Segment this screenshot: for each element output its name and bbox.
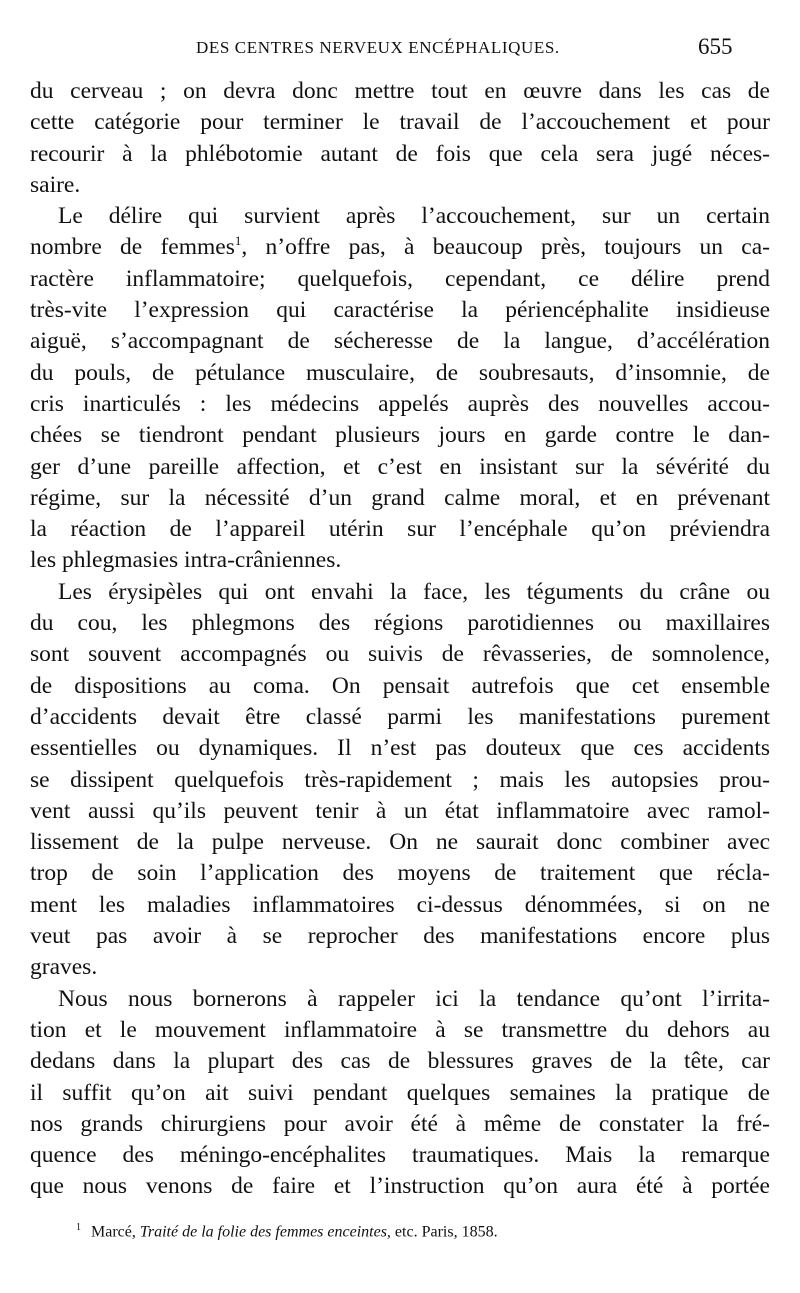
text-line: il suffit qu’on ait suivi pendant quelques semaines la pratique de bbox=[30, 1079, 770, 1106]
text-line: les phlegmasies intra-crâniennes. bbox=[30, 547, 342, 574]
footnote-reference: 1 bbox=[234, 233, 242, 249]
text-line: la réaction de l’appareil utérin sur l’encéphale qu’on préviendra bbox=[30, 516, 770, 543]
text-line: recourir à la phlébotomie autant de fois que cela sera jugé néces- bbox=[30, 140, 770, 167]
text-line: tion et le mouvement inflammatoire à se transmettre du dehors au bbox=[30, 1016, 770, 1043]
text-line: saire. bbox=[30, 171, 81, 198]
text-line: sont souvent accompagnés ou suivis de rêvasseries, de somnolence, bbox=[30, 641, 770, 668]
text-line: d’accidents devait être classé parmi les manifestations purement bbox=[30, 703, 770, 730]
text-line: ractère inflammatoire; quelquefois, cependant, ce délire prend bbox=[30, 265, 770, 292]
text-line: veut pas avoir à se reprocher des manifestations encore plus bbox=[30, 923, 770, 950]
text-line: ger d’une pareille affection, et c’est en insistant sur la sévérité du bbox=[30, 453, 770, 480]
text-line: du cerveau ; on devra donc mettre tout en œuvre dans les cas de bbox=[30, 78, 770, 104]
text-line: du cou, les phlegmons des régions parotidiennes ou maxillaires bbox=[30, 610, 770, 637]
text-line: Nous nous bornerons à rappeler ici la tendance qu’ont l’irrita- bbox=[58, 985, 770, 1012]
text-segment: nombre de femmes bbox=[30, 234, 235, 261]
text-line: régime, sur la nécessité d’un grand calme moral, et en prévenant bbox=[30, 484, 770, 511]
text-line: ment les maladies inflammatoires ci-dessus dénommées, si on ne bbox=[30, 891, 770, 918]
text-line: lissement de la pulpe nerveuse. On ne saurait donc combiner avec bbox=[30, 829, 770, 856]
text-line: cette catégorie pour terminer le travail de l’accouchement et pour bbox=[30, 109, 770, 136]
footnote bbox=[76, 1222, 756, 1241]
text-line: de dispositions au coma. On pensait autrefois que cet ensemble bbox=[30, 672, 770, 699]
text-line: dedans dans la plupart des cas de blessures graves de la tête, car bbox=[30, 1048, 770, 1075]
footnote-marker: 1 bbox=[76, 1222, 81, 1233]
text-line: Les érysipèles qui ont envahi la face, les téguments du crâne ou bbox=[58, 578, 770, 605]
page-number: 655 bbox=[698, 34, 733, 59]
text-line: vent aussi qu’ils peuvent tenir à un état inflammatoire avec ramol- bbox=[30, 797, 770, 824]
text-line: très-vite l’expression qui caractérise la périencéphalite insidieuse bbox=[30, 297, 770, 324]
running-title: DES CENTRES NERVEUX ENCÉPHALIQUES. bbox=[196, 38, 560, 57]
footnote-author: Marcé, bbox=[91, 1223, 136, 1241]
text-segment: , n’offre pas, à beaucoup près, toujours un ca- bbox=[241, 234, 770, 261]
text-line: aiguë, s’accompagnant de sécheresse de la langue, d’accélération bbox=[30, 328, 770, 355]
text-line: cris inarticulés : les médecins appelés auprès des nouvelles accou- bbox=[30, 390, 770, 417]
text-line: que nous venons de faire et l’instruction qu’on aura été à portée bbox=[30, 1173, 770, 1200]
text-line: trop de soin l’application des moyens de traitement que récla- bbox=[30, 860, 770, 887]
body-text bbox=[30, 76, 770, 1203]
text-line: Le délire qui survient après l’accouchement, sur un certain bbox=[58, 203, 770, 230]
footnote-title: Traité de la folie des femmes enceintes, bbox=[139, 1223, 391, 1241]
text-line: se dissipent quelquefois très-rapidement ; mais les autopsies prou- bbox=[30, 766, 770, 793]
text-line: essentielles ou dynamiques. Il n’est pas douteux que ces accidents bbox=[30, 735, 770, 762]
text-line: chées se tiendront pendant plusieurs jours en garde contre le dan- bbox=[30, 422, 770, 449]
text-line: nos grands chirurgiens pour avoir été à même de constater la fré- bbox=[30, 1110, 770, 1137]
text-line-with-footnote-ref bbox=[30, 232, 770, 263]
text-line: graves. bbox=[30, 954, 98, 981]
text-line: du pouls, de pétulance musculaire, de soubresauts, d’insomnie, de bbox=[30, 359, 770, 386]
text-line: quence des méningo-encéphalites traumatiques. Mais la remarque bbox=[30, 1142, 770, 1169]
footnote-details: etc. Paris, 1858. bbox=[394, 1223, 498, 1241]
running-head bbox=[0, 34, 800, 64]
